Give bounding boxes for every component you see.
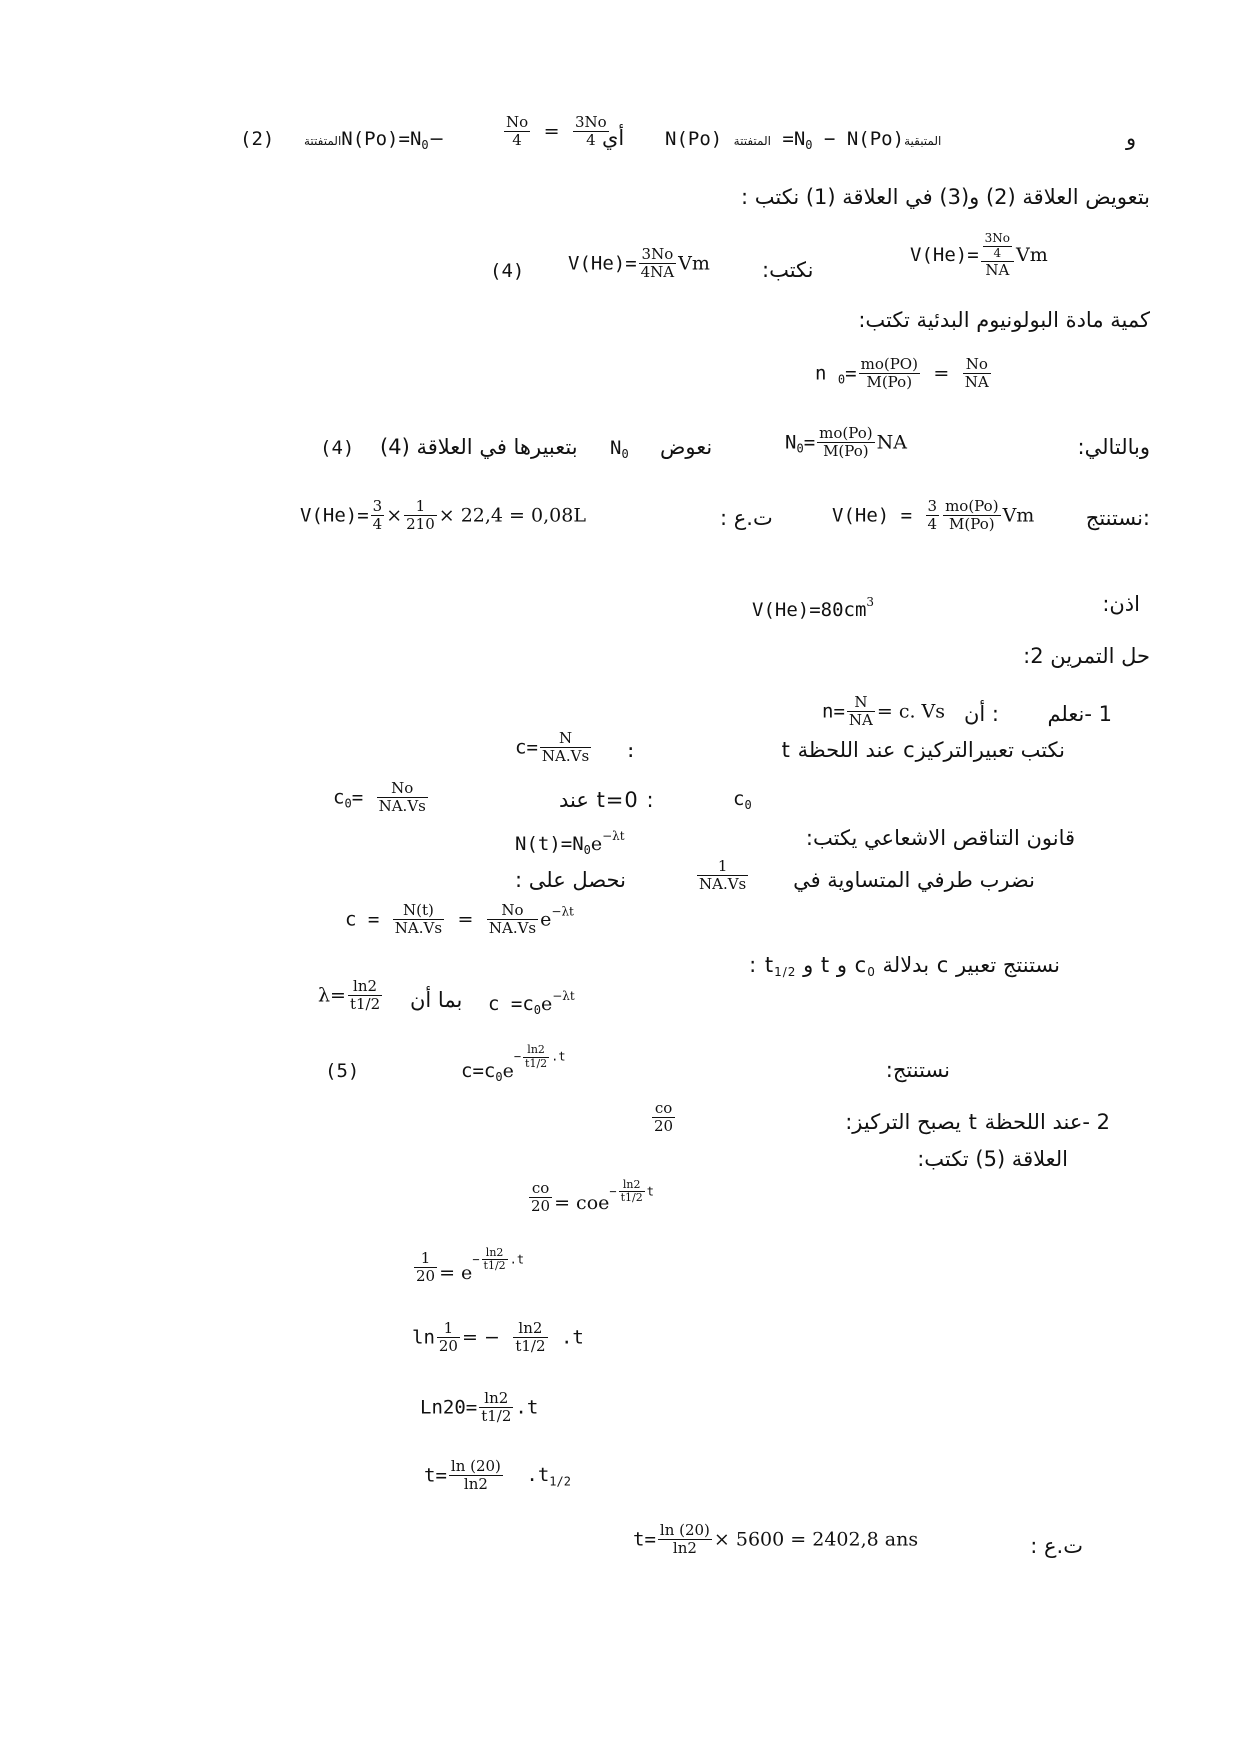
text-line: بتعويض العلاقة (2) و(3) في العلاقة (1) نكتب : [741, 185, 1150, 209]
equation-line: t= $\frac{\ln (20)}{\ln 2}$ × 5600 = 2402,8 ans ت.ع : [633, 1521, 1083, 1558]
text-line: كمية مادة البولونيوم البدئية تكتب: [858, 308, 1150, 332]
equation-line: n= $\frac{N}{NA}$ = c. Vs : أن 1 -نعلم [822, 693, 1112, 730]
equation-line: (4) V(He)= $\frac{3No}{4NA}$ Vm نكتب: V(He)= $\frac{\frac{3No}{4}}{NA}$ Vm [490, 231, 1048, 282]
line-1: (2) $المتفتتةN(Po)=N_0-$ $\frac{No}{4}$ = $\frac{3No}{4}$ أي N(Po) المتفتتة $=N_0$ − N(Po)المتبقية و [240, 113, 1137, 152]
equation-line: نحصل على : $\frac{1}{NA.Vs}$ نضرب طرفي المتساوية في [515, 857, 1035, 894]
equation-line: Ln20= $\frac{\ln 2}{t1/2}$ .t [420, 1389, 539, 1426]
text-line: العلاقة (5) تكتب: [917, 1147, 1068, 1171]
section-heading: حل التمرين 2: [1023, 644, 1150, 668]
equation-line: $\frac{co}{20}$ 2 -عند اللحظة t يصبح التركيز: [654, 1099, 1110, 1136]
equation-line: (5) $c=c_0e-$ $\frac{\ln 2}{t1/2}$ .t نستنتج: [325, 1043, 950, 1084]
equation-line: V(He)= $\frac{3}{4}$ × $\frac{1}{210}$ × 22,4 = 0,08L ت.ع : V(He) = $\frac{3}{4}$ $\frac{mo(Po)}{M(Po)}$ Vm :نستنتج [300, 497, 1150, 534]
equation-line: (4) بتعبيرها في العلاقة (4) $N_0$ نعوض $N_0=$ $\frac{mo(Po)}{M(Po)}$ NA وبالتالي: [320, 424, 1150, 461]
fraction: $\frac{3No}{4}$ [574, 113, 607, 150]
equation-line: $\frac{co}{20}$ = coe− $\frac{\ln 2}{t1/2}$ t [531, 1177, 654, 1216]
equation-line: $c_0=$ $\frac{No}{NA.Vs}$ : t=0 عند $c_0$ [333, 779, 752, 816]
equation-line: λ= $\frac{\ln 2}{t1/2}$ بما أن $c =c_0e^{-\lambda t}$ [318, 977, 575, 1017]
equation-number: (2) [240, 128, 275, 150]
equation-line: ln $\frac{1}{20}$ = − $\frac{\ln 2}{t1/2}$ .t [412, 1319, 584, 1356]
fraction: $\frac{No}{4}$ [506, 113, 529, 150]
equation-line: n $_0$= $\frac{mo(PO)}{M(Po)}$ = $\frac{No}{NA}$ [815, 355, 989, 392]
equation-line: $V(He)=80cm^3$ اذن: [752, 592, 1140, 621]
equation-line: c= $\frac{N}{NA.Vs}$ : نكتب تعبيرالتركيزc عند اللحظة t [515, 729, 1065, 766]
equation-line: $\frac{1}{20}$ = e− $\frac{\ln 2}{t1/2}$ .t [416, 1245, 525, 1286]
equation-line: t= $\frac{\ln (20)}{\ln 2}$ $.t_{1/2}$ [424, 1457, 571, 1494]
equation-line: c = $\frac{N(t)}{NA.Vs}$ = $\frac{No}{NA.Vs}$ $e^{-\lambda t}$ [345, 901, 574, 938]
equation-line: نستنتج تعبير c بدلالة $c_0$ و t و $t_{1/2}$ : [749, 953, 1060, 979]
equation-line: $N(t)=N_0e^{-\lambda t}$ قانون التناقص الاشعاعي يكتب: [515, 826, 1075, 857]
